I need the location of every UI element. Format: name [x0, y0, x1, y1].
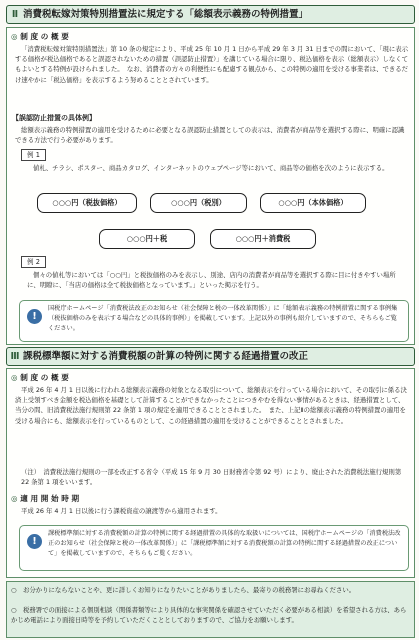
footer-notice	[6, 581, 415, 638]
section2-box	[6, 27, 415, 345]
info-icon: !	[27, 309, 42, 324]
section3-note	[19, 525, 409, 571]
section3-date-heading: ◎ 適 用 開 始 時 期	[11, 494, 80, 503]
price-example-4: ○○○円＋税	[99, 229, 195, 249]
section2-number: Ⅱ	[11, 9, 19, 20]
price-example-2: ○○○円（税別）	[150, 193, 247, 213]
footer-item-2: ○ 税務署での面接による個別相談（関係書類等により具体的な事実関係を確認させていただく必要がある相談）を希望される方は、あらかじめ電話により面接日時等を予約していただくこととしておりますので、ご協力をお願いします。	[11, 606, 407, 624]
section3-overview-heading: ◎ 制 度 の 概 要	[11, 373, 69, 382]
section2-overview-heading: ◎ 制 度 の 概 要	[11, 32, 69, 41]
section3-overview-text: 平成 26 年 4 月 1 日以後に行われる総額表示義務の対象となる取引について、総額表示を行っている場合において、その取引に係る決済上受領すべき金額を税込価格を基礎として計算することができなかったことにつきやむを得ない事情があるときは、経過措置として、当分の間、旧消費税法施行規則第 22 条第 1 項の規定を適用できることとされました。 また、上記Ⅱの総額表示義務の特例措置の適用を受ける場合にも、総額表示を行っているものとして、この経過措置の適用を受けることができることとされました。	[15, 386, 407, 425]
footer-item-1: ○ お分かりにならないことや、更に詳しくお知りになりたいことがありましたら、最寄りの税務署にお尋ねください。	[11, 586, 356, 594]
price-example-1: ○○○円（税抜価格）	[37, 193, 137, 213]
section3-box	[6, 368, 415, 578]
section2-title-bar	[6, 5, 415, 24]
example2-text: 個々の値札等においては「○○円」と税抜価格のみを表示し、別途、店内の消費者が商品等を選択する際に目に付きやすい場所に、明瞭に、「当店の価格は全て税抜価格となっています。」といった掲示を行う。	[27, 271, 396, 290]
price-example-3: ○○○円（本体価格）	[260, 193, 366, 213]
section2-title: 消費税転嫁対策特別措置法に規定する「総額表示義務の特例措置」	[23, 9, 309, 20]
section3-title: 課税標準額に対する消費税額の計算の特例に関する経過措置の改正	[23, 351, 309, 362]
section2-overview-text: 「消費税転嫁対策特別措置法」第 10 条の規定により、平成 25 年 10 月 1 日から平成 29 年 3 月 31 日までの間において、「現に表示する価格が税込価格であると誤認されないための措置（誤認防止措置）」を講じている場合に限り、税込価格を表示（総額表示）しなくてもよいとする特例が設けられました。 なお、消費者の方々の利便性にも配慮する観点から、この特例の適用を受ける事業者は、できるだけ速やかに「税込価格」を表示するよう努めることとされています。	[15, 45, 409, 84]
example1-text: 値札、チラシ、ポスター、商品カタログ、インターネットのウェブページ等において、商品等の価格を次のように表示する。	[33, 164, 389, 172]
section3-legal-note: （注） 消費税法施行規則の一部を改正する省令（平成 15 年 9 月 30 日財務省令第 92 号）により、廃止された消費税法施行規則第 22 条第 1 項をいいます。	[21, 468, 402, 487]
example2-label: 例 2	[21, 256, 46, 268]
section2-note	[19, 300, 409, 342]
section2-note-text: 国税庁ホームページ「消費税法改正のお知らせ（社会保障と税の一体改革関係）」に「総額表示義務の特例措置に関する事例集（税抜価格のみを表示する場合などの具体的事例）」を掲載しています。上記以外の事例も紹介していますので、そちらもご覧ください。	[48, 305, 398, 332]
section3-note-text: 課税標準額に対する消費税額の計算の特例に関する経過措置の具体的な取扱いについては、国税庁ホームページの「消費税法改正のお知らせ（社会保障と税の一体改革関係）」に「課税標準額に対する消費税額の計算の特例に関する経過措置の改正について」を掲載していますので、そちらもご覧ください。	[48, 530, 401, 557]
section3-date-text: 平成 26 年 4 月 1 日以後に行う課税資産の譲渡等から適用されます。	[21, 507, 222, 515]
example1-label: 例 1	[21, 149, 46, 161]
section3-number: Ⅲ	[10, 351, 20, 362]
section3-title-bar	[6, 347, 415, 366]
info-icon: !	[27, 534, 42, 549]
measures-text: 総額表示義務の特例措置の適用を受けるために必要となる誤認防止措置としての表示は、消費者が商品等を選択する際に、明確に認識できる方法で行う必要があります。	[15, 126, 405, 145]
measures-heading: 【誤認防止措置の具体例】	[12, 114, 96, 122]
price-example-5: ○○○円＋消費税	[210, 229, 316, 249]
